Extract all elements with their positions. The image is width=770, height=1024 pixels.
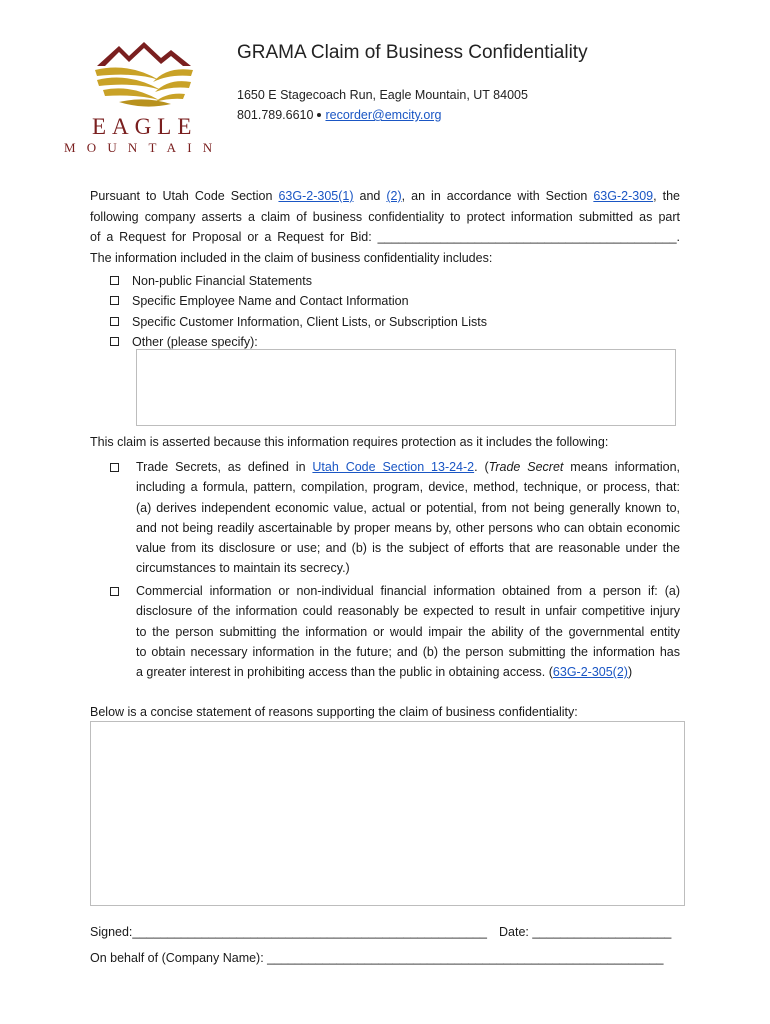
trade-secrets-option: Trade Secrets, as defined in Utah Code Section 13-24-2. (Trade Secret means information, including a formula, pattern, compilation, program, device, method, technique, or process, that: (a) derives independent economic value, actual or potential, from not being generally known to, and not being readily ascertainable by proper means by, other persons who can obtain economic value from its disclosure or use; and (b) is the subject of efforts that are reasonable under the circumstances to maintain its secrecy.) (110, 457, 680, 579)
commercial-info-option: Commercial information or non-individual financial information obtained from a person if: (a) disclosure of the information could reasonably be expected to result in unfair competitive injury to the person submitting the information or would impair the ability of the governmental entity to obtain necessary information in the future; and (b) the person submitting the information has a greater interest in prohibiting access than the public in obtaining access. (63G-2-305(2)) (110, 581, 680, 682)
bullet-dot-icon (317, 113, 321, 117)
company-name-field[interactable]: On behalf of (Company Name): _________________________________________________________ (90, 951, 664, 965)
page-title: GRAMA Claim of Business Confidentiality (237, 42, 588, 63)
code-link-63g-2-305-1[interactable]: 63G-2-305(1) (278, 189, 354, 203)
logo-word-eagle: EAGLE (92, 114, 198, 139)
checkbox[interactable] (110, 296, 119, 305)
intro-line-1: Pursuant to Utah Code Section 63G-2-305(1) and (2), an in accordance with Section 63G-2-309, the (90, 189, 680, 203)
code-link-2[interactable]: (2) (386, 189, 402, 203)
intro-line-3: of a Request for Proposal or a Request for Bid: ___________________________________________. (90, 230, 680, 244)
code-link-63g-2-309[interactable]: 63G-2-309 (593, 189, 654, 203)
logo-word-mountain: MOUNTAIN (64, 140, 224, 155)
commercial-info-checkbox[interactable] (110, 587, 119, 596)
code-link-63g-2-305-2[interactable]: 63G-2-305(2) (552, 665, 628, 680)
checklist-item-other[interactable]: Other (please specify): (110, 332, 258, 352)
address: 1650 E Stagecoach Run, Eagle Mountain, UT 84005 (237, 88, 528, 102)
intro-line-2: following company asserts a claim of business confidentiality to protect information submitted as part (90, 209, 680, 224)
code-link-13-24-2[interactable]: Utah Code Section 13-24-2 (312, 460, 475, 474)
contact-line (237, 108, 441, 122)
checklist-item-employee[interactable]: Specific Employee Name and Contact Information (110, 291, 409, 311)
statement-label: Below is a concise statement of reasons supporting the claim of business confidentiality: (90, 705, 578, 719)
checklist-item-financial[interactable]: Non-public Financial Statements (110, 271, 312, 291)
statement-textbox[interactable] (90, 721, 685, 906)
intro-line-4: The information included in the claim of business confidentiality includes: (90, 250, 493, 265)
phone: 801.789.6610 (237, 108, 314, 122)
eagle-mountain-emblem (89, 36, 199, 114)
date-field[interactable]: Date: ____________________ (499, 925, 672, 939)
checkbox[interactable] (110, 317, 119, 326)
checkbox[interactable] (110, 337, 119, 346)
checkbox[interactable] (110, 276, 119, 285)
other-specify-textbox[interactable] (136, 349, 676, 426)
eagle-mountain-logo (64, 36, 229, 155)
trade-secrets-checkbox[interactable] (110, 463, 119, 472)
intro-paragraph (90, 186, 680, 268)
signed-field[interactable]: Signed:___________________________________________________ (90, 925, 487, 939)
reason-intro: This claim is asserted because this information requires protection as it includes the following: (90, 435, 609, 449)
email-link[interactable]: recorder@emcity.org (325, 108, 442, 122)
checklist-item-customer[interactable]: Specific Customer Information, Client Lists, or Subscription Lists (110, 312, 487, 332)
